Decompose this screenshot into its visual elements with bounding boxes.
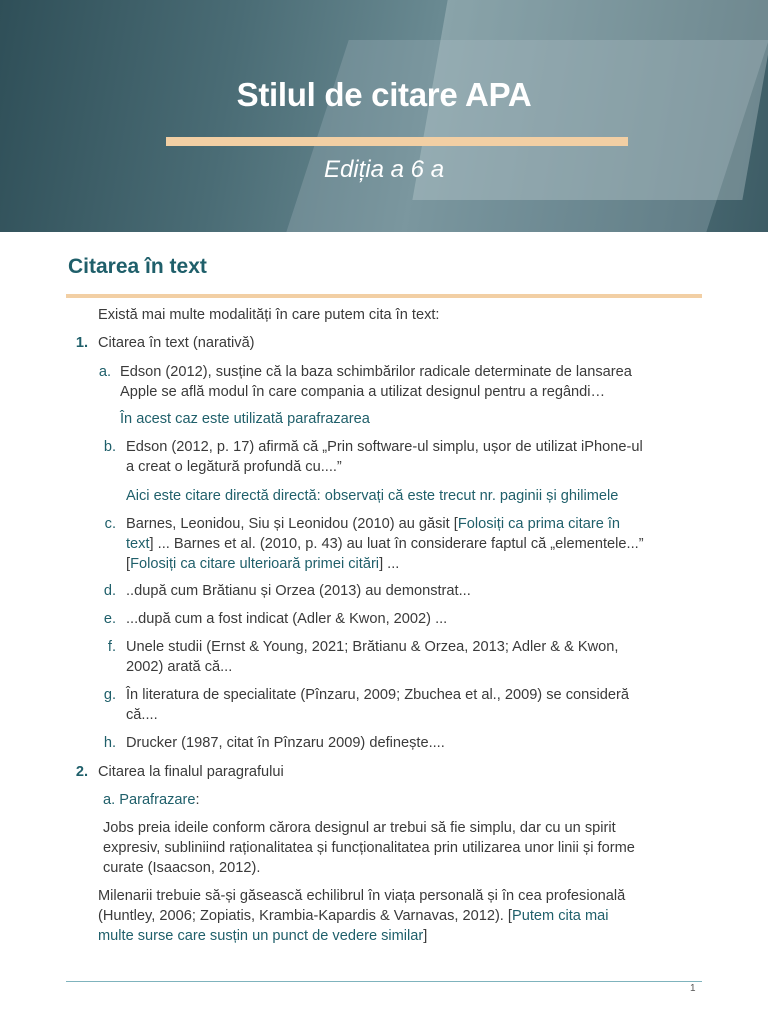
list-item-c-line2: text] ... Barnes et al. (2010, p. 43) au luat în considerare faptul că „elementele...” xyxy=(126,536,644,552)
list-item-f-line2: 2002) arată că... xyxy=(126,659,233,675)
list-item-a xyxy=(120,362,660,402)
list-number-2: 2. xyxy=(75,764,88,780)
list-item-b-line2: a creat o legătură profundă cu....” xyxy=(126,459,342,475)
list-item-f-line1: Unele studii (Ernst & Young, 2021; Brătianu & Orzea, 2013; Adler & & Kwon, xyxy=(126,639,619,655)
hero-photo xyxy=(0,0,768,232)
list-item-g-line1: În literatura de specialitate (Pînzaru, 2009; Zbuchea et al., 2009) se consideră xyxy=(126,687,629,703)
list-item-c-line3: [Folosiți ca citare ulterioară primei citări] ... xyxy=(126,556,400,572)
section-divider xyxy=(66,294,702,298)
list-item-c xyxy=(126,514,666,574)
list-item-c-line1: Barnes, Leonidou, Siu și Leonidou (2010) au găsit [Folosiți ca prima citare în xyxy=(126,516,621,532)
paragraph-1: Jobs preia ideile conform cărora designul ar trebui să fie simplu, dar cu un spirit expresiv, subliniind raționalitatea și funcționalitatea prin utilizarea unor linii și forme curate (Isaacson, 2012). xyxy=(103,820,635,876)
list-item-a-line2: Apple se află modul în care compania a utilizat designul pentru a regândi… xyxy=(120,384,606,400)
list-letter-f: f. xyxy=(107,639,116,655)
list2-subitem-a-letter: a. xyxy=(103,792,116,808)
paragraph-2: Milenarii trebuie să-și găsească echilibrul în viața personală și în cea profesională (Huntley, 2006; Zopiatis, Krambia-Kapardis & Varnavas, 2012). [Putem cita mai multe surse care susțin un punct de vedere similar] xyxy=(98,888,626,944)
list-item-g-line2: că.... xyxy=(126,707,158,723)
list-item-g xyxy=(126,685,666,725)
list-item-b-line1: Edson (2012, p. 17) afirmă că „Prin software-ul simplu, ușor de utilizat iPhone-ul xyxy=(126,439,643,455)
list-title-2: Citarea la finalul paragrafului xyxy=(98,764,284,780)
section-heading: Citarea în text xyxy=(68,255,207,278)
list-item-e: ...după cum a fost indicat (Adler & Kwon, 2002) ... xyxy=(126,611,448,627)
list-letter-e: e. xyxy=(103,611,116,627)
list2-subitem-a: a. Parafrazare: xyxy=(103,792,200,808)
page-number: 1 xyxy=(690,983,696,994)
list-item-a-note: În acest caz este utilizată parafrazarea xyxy=(120,411,370,427)
list-letter-a: a. xyxy=(98,364,111,380)
header-banner xyxy=(0,0,768,232)
list-letter-b: b. xyxy=(103,439,116,455)
list-title-1: Citarea în text (narativă) xyxy=(98,335,255,351)
list-item-a-line1: Edson (2012), susține că la baza schimbărilor radicale determinate de lansarea xyxy=(120,364,632,380)
list-item-b xyxy=(126,437,666,477)
list-item-h: Drucker (1987, citat în Pînzaru 2009) definește.... xyxy=(126,735,445,751)
list-letter-c: c. xyxy=(104,516,116,532)
list-number-1: 1. xyxy=(75,335,88,351)
list-letter-h: h. xyxy=(103,735,116,751)
footer-divider xyxy=(66,981,702,982)
list-item-f xyxy=(126,637,666,677)
page-subtitle: Ediția a 6 a xyxy=(323,156,445,183)
list-item-b-note: Aici este citare directă directă: observați că este trecut nr. paginii și ghilimele xyxy=(126,488,619,504)
intro-text: Există mai multe modalități în care putem cita în text: xyxy=(98,307,440,323)
page-title: Stilul de citare APA xyxy=(236,76,532,113)
list2-subitem-a-label: Parafrazare xyxy=(119,792,196,808)
list-letter-d: d. xyxy=(103,583,116,599)
list-letter-g: g. xyxy=(103,687,116,703)
list-item-d: ..după cum Brătianu și Orzea (2013) au demonstrat... xyxy=(126,583,471,599)
title-underline-bar xyxy=(166,137,628,146)
